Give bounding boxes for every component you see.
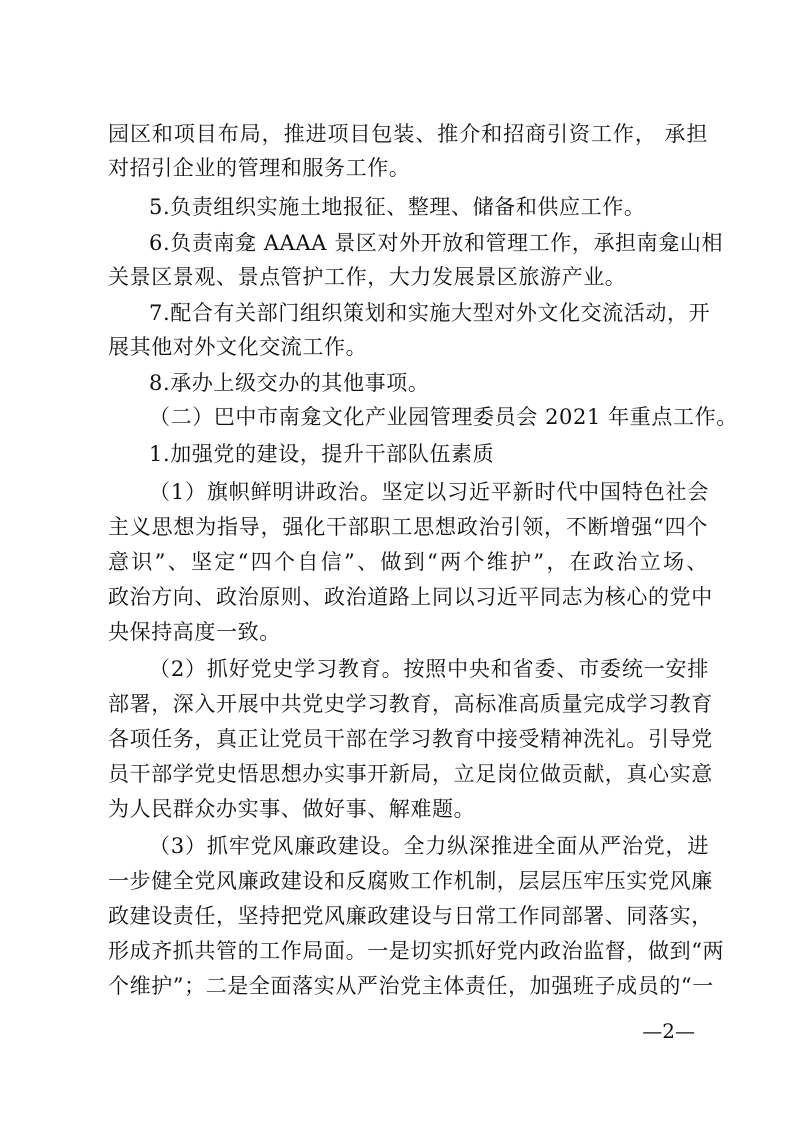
text-line: （1）旗帜鲜明讲政治。坚定以习近平新时代中国特色社会 [149,480,709,504]
text-line: 政治方向、政治原则、政治道路上同以习近平同志为核心的党中 [108,585,713,609]
text-line: （2）抓好党史学习教育。按照中央和省委、市委统一安排 [149,657,709,681]
text-line: 7.配合有关部门组织策划和实施大型对外文化交流活动，开 [149,301,711,325]
text-line: 形成齐抓共管的工作局面。一是切实抓好党内政治监督，做到“两 [108,939,725,963]
text-line: 各项任务，真正让党员干部在学习教育中接受精神洗礼。引导党 [108,727,713,751]
text-line: 为人民群众办实事、做好事、解难题。 [108,797,476,821]
text-line: 意识”、坚定“四个自信”、做到“两个维护”，在政治立场、 [108,550,708,574]
section-heading: （二）巴中市南龛文化产业园管理委员会 2021 年重点工作。 [149,405,738,429]
subsection-heading: 1.加强党的建设，提升干部队伍素质 [149,442,495,466]
text-line: 6.负责南龛 AAAA 景区对外开放和管理工作，承担南龛山相 [149,231,724,255]
text-line: 政建设责任，坚持把党风廉政建设与日常工作同部署、同落实， [108,904,713,928]
text-line: 8.承办上级交办的其他事项。 [149,371,430,395]
text-line: 个维护”；二是全面落实从严治党主体责任，加强班子成员的“一 [108,974,714,998]
text-line: 主义思想为指导，强化干部职工思想政治引领，不断增强“四个 [108,515,708,539]
text-line: 园区和项目布局，推进项目包装、推介和招商引资工作， 承担 [108,122,708,146]
page-number: —2— [642,1019,695,1043]
text-line: 员干部学党史悟思想办实事开新局，立足岗位做贡献，真心实意 [108,762,713,786]
text-line: （3）抓牢党风廉政建设。全力纵深推进全面从严治党，进 [149,834,709,858]
text-line: 展其他对外文化交流工作。 [108,335,368,359]
text-line: 对招引企业的管理和服务工作。 [108,156,411,180]
text-line: 央保持高度一致。 [108,620,281,644]
text-line: 部署，深入开展中共党史学习教育，高标准高质量完成学习教育 [108,692,713,716]
text-line: 关景区景观、景点管护工作，大力发展景区旅游产业。 [108,265,627,289]
text-line: 5.负责组织实施土地报征、整理、储备和供应工作。 [149,195,646,219]
text-line: 一步健全党风廉政建设和反腐败工作机制，层层压牢压实党风廉 [108,869,713,893]
